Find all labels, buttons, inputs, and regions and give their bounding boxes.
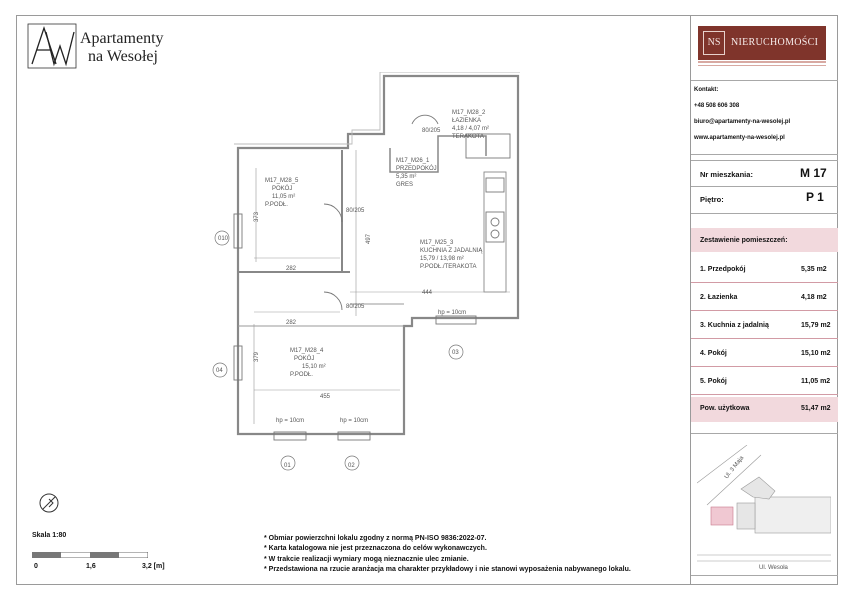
plan-dim-455: 455 [320, 394, 331, 400]
street-wesola: Ul. Wesoła [759, 565, 788, 571]
scale-tick-2: 3,2 [m] [142, 563, 165, 570]
floor-value: P 1 [806, 190, 824, 204]
sidebar-separator [691, 154, 838, 155]
plan-room1-name: PRZEDPOKÓJ [396, 166, 437, 172]
plan-room1-code: M17_M26_1 [396, 158, 430, 164]
sidebar-separator [691, 213, 838, 214]
room-row [691, 284, 838, 311]
room-area: 15,10 m2 [801, 350, 831, 357]
plan-sill-label-2: hp = 10cm [276, 418, 305, 424]
plan-room2-floor: TERAKOTA [452, 134, 484, 140]
plan-dim-282a: 282 [286, 266, 297, 272]
plan-dim-282b: 282 [286, 320, 297, 326]
ns-brand-logo [698, 26, 826, 60]
plan-window-04-id: 04 [216, 368, 223, 374]
street-3-maja: Ul. 3 Maja [723, 455, 746, 481]
sidebar-separator [691, 575, 838, 576]
note-line: * Przedstawiona na rzucie aranżacja ma charakter przykładowy i nie stanowi wyposażenia nabywanego lokalu. [264, 565, 631, 573]
scale-tick-0: 0 [34, 563, 38, 570]
sidebar-separator [691, 160, 838, 161]
plan-room3-name: KUCHNIA Z JADALNIĄ [420, 248, 483, 254]
plan-room3-floor: P.PODŁ./TERAKOTA [420, 264, 477, 270]
room-row [691, 368, 838, 395]
brand-stripe [698, 65, 826, 66]
plan-room3-area: 15,79 / 13,98 m² [420, 256, 464, 262]
total-area-row [691, 397, 838, 422]
plan-room5-code: M17_M28_5 [265, 178, 299, 184]
plan-door-label-3: 80/205 [422, 128, 441, 134]
total-area-value: 51,47 m2 [801, 405, 831, 412]
plan-room5-floor: P.PODŁ. [265, 202, 288, 208]
total-area-label: Pow. użytkowa [700, 405, 750, 412]
brand-name: NIERUCHOMOŚCI [731, 37, 819, 48]
room-name: 1. Przedpokój [700, 266, 746, 273]
plan-window-02-id: 02 [348, 463, 355, 469]
plan-sill-label-3: hp = 10cm [340, 418, 369, 424]
room-name: 3. Kuchnia z jadalnią [700, 322, 769, 329]
rooms-summary-title: Zestawienie pomieszczeń: [700, 237, 788, 244]
plan-room4-floor: P.PODŁ. [290, 372, 313, 378]
plan-room5-area: 11,05 m² [272, 194, 296, 200]
contact-heading: Kontakt: [694, 87, 719, 93]
room-row [691, 256, 838, 283]
contact-phone[interactable]: +48 508 606 308 [694, 103, 740, 109]
plan-room4-area: 15,10 m² [302, 364, 326, 370]
plan-room2-area: 4,18 / 4,07 m² [452, 126, 490, 132]
note-line: * Obmiar powierzchni lokalu zgodny z normą PN-ISO 9836:2022-07. [264, 535, 487, 542]
room-name: 5. Pokój [700, 378, 727, 385]
room-name: 2. Łazienka [700, 294, 738, 301]
plan-room1-area: 5,35 m² [396, 174, 417, 180]
plan-room2-code: M17_M28_2 [452, 110, 486, 116]
logo-title-line2: na Wesołej [88, 48, 158, 65]
apartment-number-value: M 17 [800, 166, 827, 180]
plan-sill-label: hp = 10cm [438, 310, 467, 316]
sidebar-separator [691, 433, 838, 434]
room-name: 4. Pokój [700, 350, 727, 357]
room-area: 15,79 m2 [801, 322, 831, 329]
plan-room4-name: POKÓJ [294, 356, 315, 362]
plan-door-label-2: 80/205 [346, 304, 365, 310]
contact-website[interactable]: www.apartamenty-na-wesolej.pl [694, 135, 785, 141]
brand-badge: NS [703, 31, 725, 55]
logo-title-line1: Apartamenty [80, 30, 164, 47]
plan-room2-name: ŁAZIENKA [452, 118, 482, 124]
room-row [691, 340, 838, 367]
plan-room3-code: M17_M25_3 [420, 240, 454, 246]
apartment-number-label: Nr mieszkania: [700, 170, 753, 179]
compass-icon [38, 492, 60, 514]
scale-label: Skala 1:80 [32, 532, 67, 539]
floor-label: Piętro: [700, 195, 724, 204]
plan-room5-name: POKÓJ [272, 186, 293, 192]
scale-bar [32, 552, 148, 558]
plan-door-label-1: 80/205 [346, 208, 365, 214]
sidebar-separator [691, 186, 838, 187]
room-area: 4,18 m2 [801, 294, 827, 301]
plan-dim-497: 497 [366, 233, 372, 244]
plan-room1-floor: GRES [396, 182, 414, 188]
contact-email[interactable]: biuro@apartamenty-na-wesolej.pl [694, 119, 791, 125]
plan-window-010-id: 010 [218, 236, 229, 242]
room-row [691, 312, 838, 339]
location-map [697, 445, 831, 575]
plan-dim-444: 444 [422, 290, 433, 296]
floor-plan [190, 72, 520, 472]
plan-room4-code: M17_M28_4 [290, 348, 324, 354]
room-area: 11,05 m2 [801, 378, 831, 385]
note-line: * Karta katalogowa nie jest przeznaczona do celów wykonawczych. [264, 545, 487, 553]
plan-window-01-id: 01 [284, 463, 291, 469]
plan-dim-373: 373 [254, 211, 260, 222]
scale-tick-1: 1,6 [86, 563, 96, 570]
disclaimer-notes [264, 534, 631, 575]
rooms-summary-header [691, 228, 838, 252]
brand-stripe [698, 61, 826, 63]
note-line: * W trakcie realizacji wymiary mogą nieznacznie ulec zmianie. [264, 555, 469, 563]
plan-dim-379: 379 [254, 351, 260, 362]
plan-window-03-id: 03 [452, 350, 459, 356]
room-area: 5,35 m2 [801, 266, 827, 273]
sidebar-separator [691, 80, 838, 81]
